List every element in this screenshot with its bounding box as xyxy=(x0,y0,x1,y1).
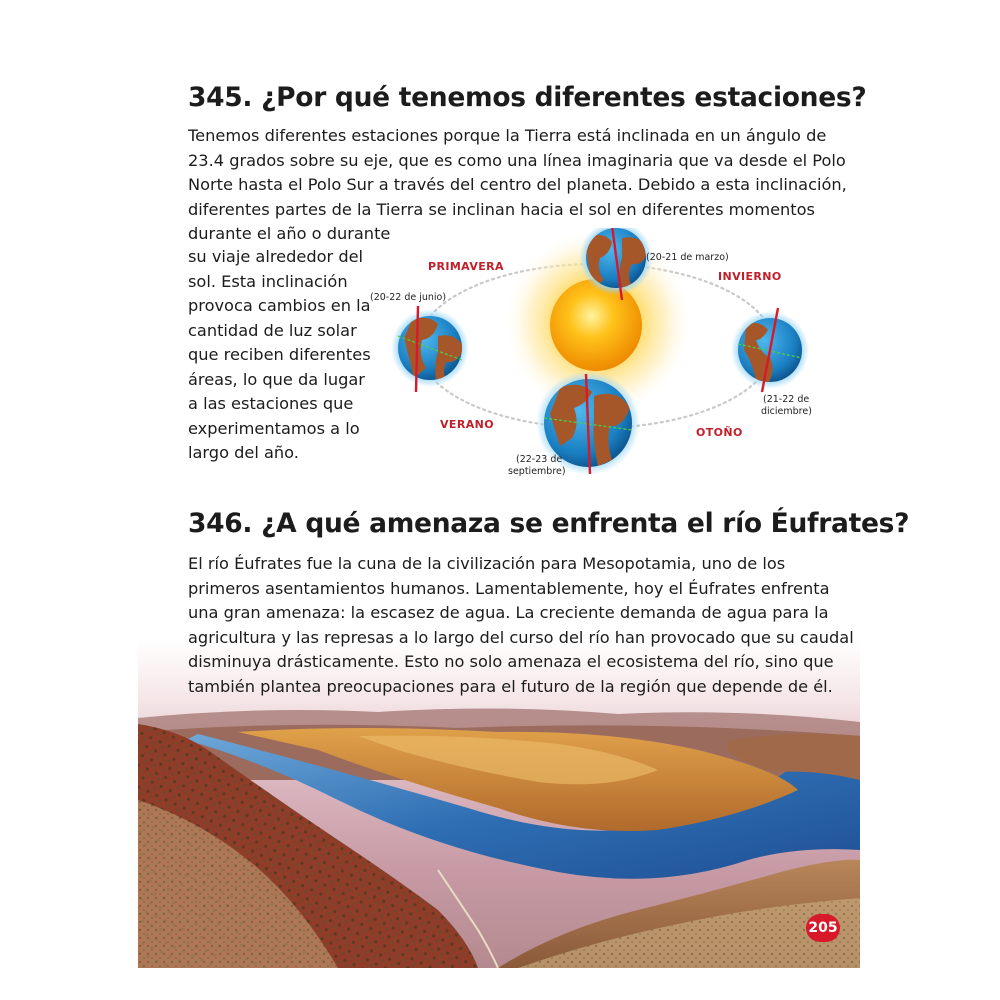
date-label-december-line2: diciembre) xyxy=(761,406,812,417)
section-345-paragraph-continued xyxy=(188,245,371,466)
paragraph-line: que reciben diferentes xyxy=(188,345,371,364)
paragraph-line: 23.4 grados sobre su eje, que es como una línea imaginaria que va desde el Polo xyxy=(188,150,846,170)
season-label-summer: VERANO xyxy=(440,418,494,431)
earth-globe-december-icon xyxy=(731,308,809,392)
paragraph-line: a las estaciones que xyxy=(188,394,354,413)
paragraph-line: El río Éufrates fue la cuna de la civilización para Mesopotamia, uno de los xyxy=(188,554,786,573)
paragraph-line: primeros asentamientos humanos. Lamentablemente, hoy el Éufrates enfrenta xyxy=(188,578,830,598)
date-label-june: (20-22 de junio) xyxy=(370,292,447,303)
paragraph-line: diferentes partes de la Tierra se inclinan hacia el sol en diferentes momentos xyxy=(188,199,815,219)
section-346-paragraph xyxy=(188,552,854,699)
paragraph-line: provoca cambios en la xyxy=(188,296,371,315)
date-label-december-line1: (21-22 de xyxy=(763,394,810,405)
paragraph-line: Norte hasta el Polo Sur a través del centro del planeta. Debido a esta inclinación, xyxy=(188,175,847,194)
paragraph-line: cantidad de luz solar xyxy=(188,320,357,340)
season-label-spring: PRIMAVERA xyxy=(428,260,504,273)
season-label-autumn: OTOÑO xyxy=(696,426,743,439)
paragraph-line: también plantea preocupaciones para el futuro de la región que depende de él. xyxy=(188,676,833,696)
paragraph-line: sol. Esta inclinación xyxy=(188,271,348,291)
date-label-september-line2: septiembre) xyxy=(508,466,566,477)
earth-globe-june-icon xyxy=(391,306,469,392)
section-345-title: 345. ¿Por qué tenemos diferentes estaciones? xyxy=(188,82,867,113)
section-346-title: 346. ¿A qué amenaza se enfrenta el río Éufrates? xyxy=(188,508,910,539)
paragraph-line: experimentamos a lo xyxy=(188,418,360,438)
date-label-march: (20-21 de marzo) xyxy=(646,252,729,263)
paragraph-line: Tenemos diferentes estaciones porque la Tierra está inclinada en un ángulo de xyxy=(188,126,827,145)
date-label-september-line1: (22-23 de xyxy=(516,454,563,465)
paragraph-line: disminuya drásticamente. Esto no solo amenaza el ecosistema del río, sino que xyxy=(188,652,834,671)
paragraph-line: largo del año. xyxy=(188,443,299,462)
paragraph-line: una gran amenaza: la escasez de agua. La creciente demanda de agua para la xyxy=(188,603,829,622)
seasons-diagram xyxy=(360,228,820,483)
paragraph-line: su viaje alrededor del xyxy=(188,247,364,266)
paragraph-line: agricultura y las represas a lo largo del curso del río han provocado que su caudal xyxy=(188,627,854,647)
paragraph-line: áreas, lo que da lugar xyxy=(188,369,365,389)
paragraph-line: durante el año o durante xyxy=(188,224,391,243)
season-label-winter: INVIERNO xyxy=(718,270,782,283)
page-number-badge: 205 xyxy=(806,914,840,942)
